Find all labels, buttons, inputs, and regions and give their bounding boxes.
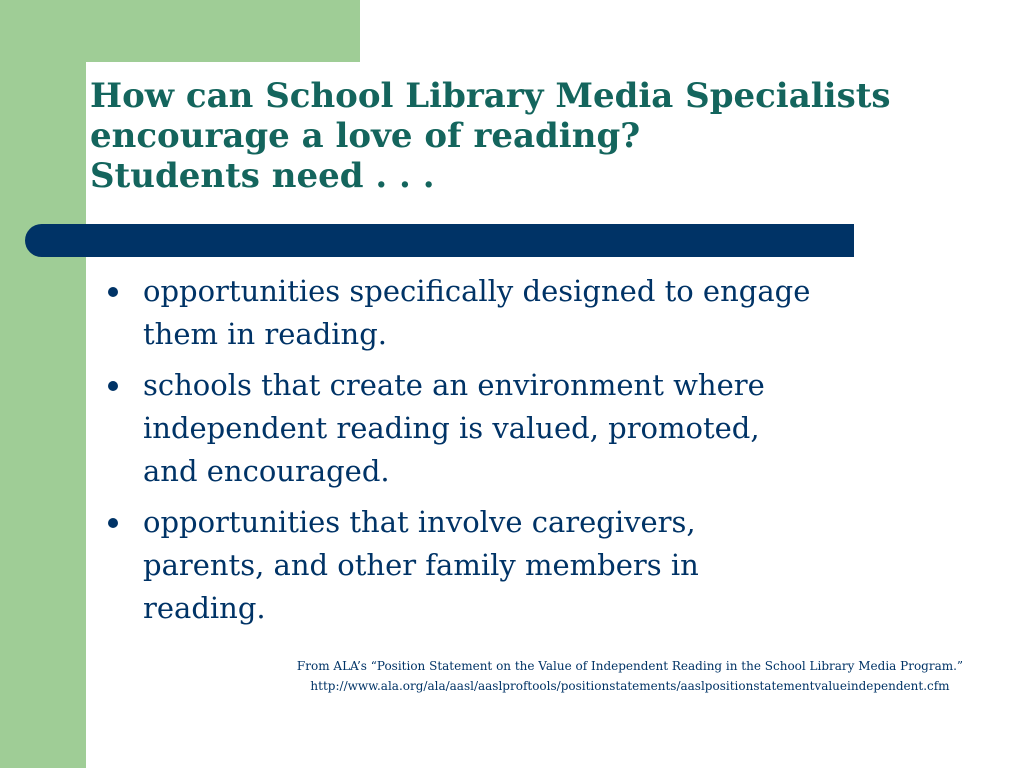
bullet-text-line: and encouraged. xyxy=(143,454,390,488)
bullet-item xyxy=(108,364,968,493)
bullet-point-icon xyxy=(108,518,118,528)
bullet-text-line: them in reading. xyxy=(143,317,387,351)
bullet-text-line: parents, and other family members in xyxy=(143,548,699,582)
bullet-text-line: independent reading is valued, promoted, xyxy=(143,411,760,445)
title-line: encourage a love of reading? xyxy=(90,116,641,156)
title-rule-bar xyxy=(25,224,854,257)
title-area xyxy=(86,62,1006,226)
bullet-text-line: opportunities that involve caregivers, xyxy=(143,505,696,539)
citation-url-line: http://www.ala.org/ala/aasl/aaslproftools/positionstatements/aaslpositionstatementvalueindependent.cfm xyxy=(310,679,950,693)
bullet-point-icon xyxy=(108,381,118,391)
bullet-text-line: schools that create an environment where xyxy=(143,368,765,402)
slide-title xyxy=(90,76,891,196)
title-line: How can School Library Media Specialists xyxy=(90,76,891,116)
title-line: Students need . . . xyxy=(90,156,435,196)
bullet-list xyxy=(108,270,968,638)
bullet-point-icon xyxy=(108,287,118,297)
bullet-item xyxy=(108,501,968,630)
citation-title-line: From ALA’s “Position Statement on the Value of Independent Reading in the School Library Media Program.” xyxy=(296,659,964,673)
bullet-text-line: opportunities specifically designed to engage xyxy=(143,274,811,308)
source-citation xyxy=(240,656,1020,696)
bullet-text-line: reading. xyxy=(143,591,266,625)
bullet-item xyxy=(108,270,968,356)
